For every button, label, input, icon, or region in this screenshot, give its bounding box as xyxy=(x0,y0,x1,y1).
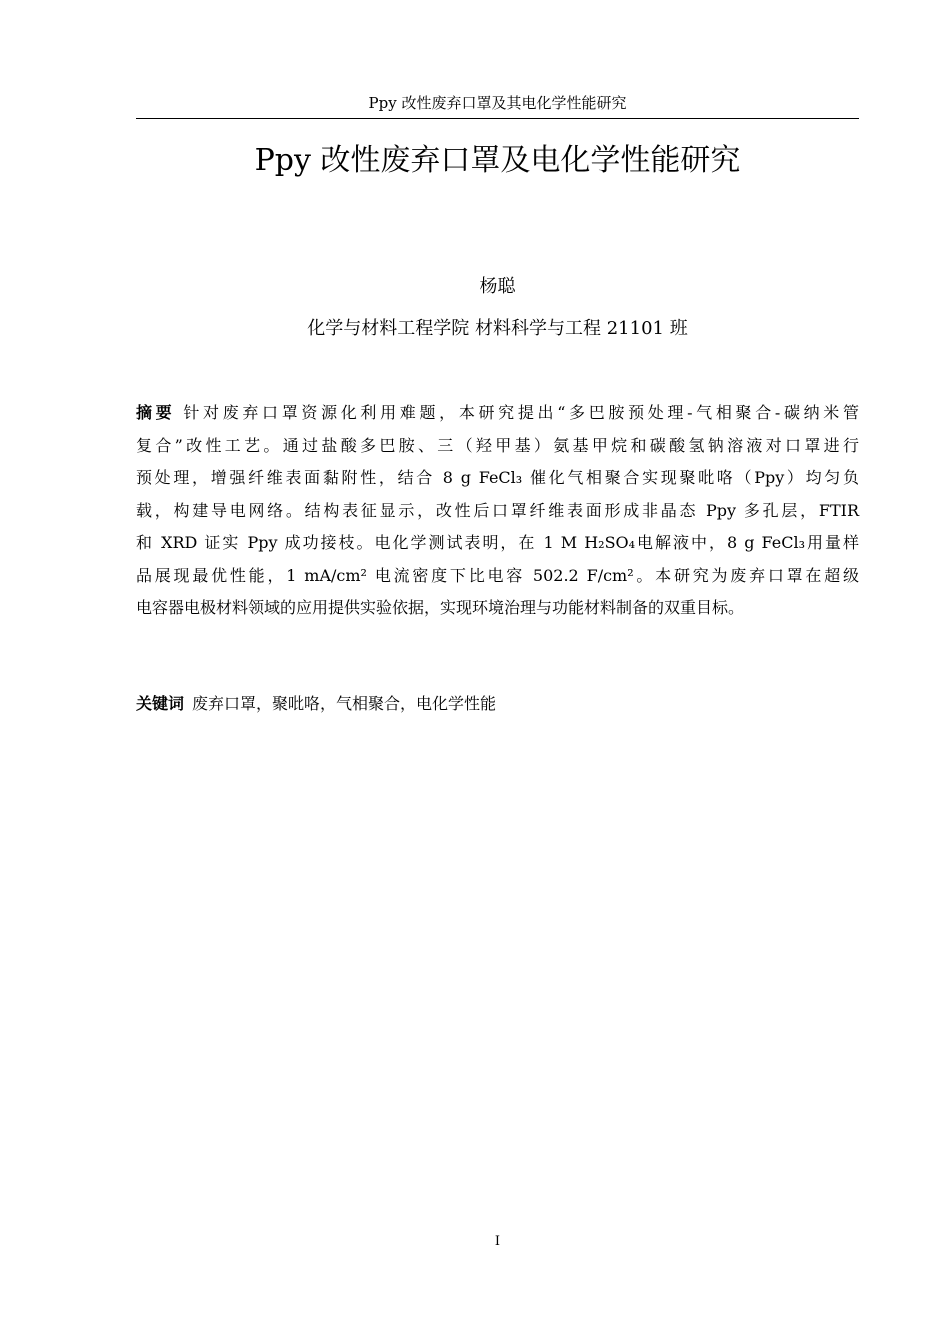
running-header: Ppy 改性废弃口罩及其电化学性能研究 xyxy=(368,94,627,112)
abstract-line: 品展现最优性能，1 mA/cm² 电流密度下比电容 502.2 F/cm²。本研究为废弃口罩在超级 xyxy=(136,565,859,585)
abstract-line: 和 XRD 证实 Ppy 成功接枝。电化学测试表明，在 1 M H₂SO₄电解液中，8 g FeCl₃用量样 xyxy=(136,533,859,552)
keywords-line xyxy=(136,688,859,721)
keywords-label: 关键词 xyxy=(136,694,185,713)
keywords-section xyxy=(136,688,859,721)
paper-title: Ppy 改性废弃口罩及电化学性能研究 xyxy=(254,143,741,178)
keywords-text: 废弃口罩，聚吡咯，气相聚合，电化学性能 xyxy=(192,694,497,713)
author-affiliation: 化学与材料工程学院 材料科学与工程 21101 班 xyxy=(307,318,688,339)
author-name: 杨聪 xyxy=(479,276,516,297)
abstract-line: 预处理，增强纤维表面黏附性，结合 8 g FeCl₃ 催化气相聚合实现聚吡咯（Ppy）均匀负 xyxy=(136,468,859,487)
page-number: I xyxy=(494,1234,501,1249)
abstract-line xyxy=(136,397,859,430)
abstract-line: 电容器电极材料领域的应用提供实验依据，实现环境治理与功能材料制备的双重目标。 xyxy=(136,598,745,617)
abstract-label: 摘要 xyxy=(136,403,176,422)
header-rule xyxy=(136,118,859,119)
abstract-line: 载，构建导电网络。结构表征显示，改性后口罩纤维表面形成非晶态 Ppy 多孔层，FTIR xyxy=(136,500,859,520)
abstract-line: 复合”改性工艺。通过盐酸多巴胺、三（羟甲基）氨基甲烷和碳酸氢钠溶液对口罩进行 xyxy=(136,435,859,455)
abstract-section xyxy=(136,397,859,625)
abstract-line-text: 针对废弃口罩资源化利用难题，本研究提出“多巴胺预处理-气相聚合-碳纳米管 xyxy=(183,403,859,422)
